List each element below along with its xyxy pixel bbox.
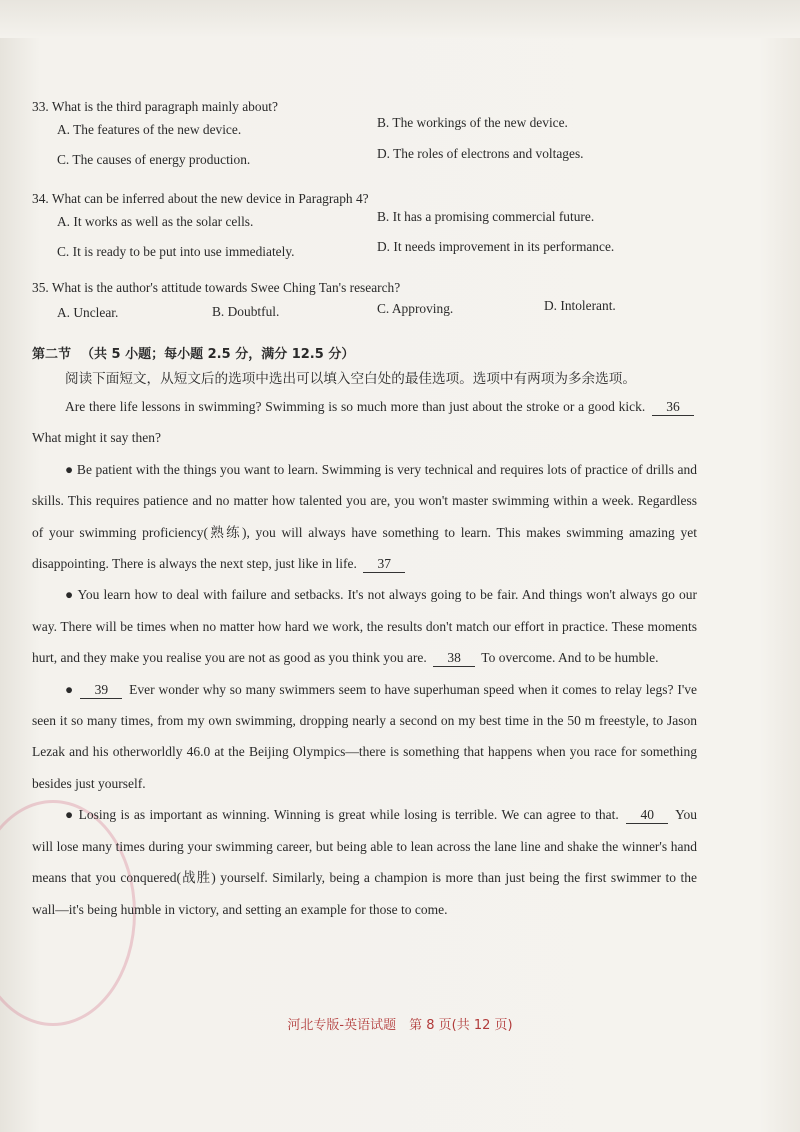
question-stem: 33. What is the third paragraph mainly about? bbox=[32, 99, 278, 114]
option-a[interactable]: A. The features of the new device. bbox=[57, 122, 242, 137]
option-c[interactable]: C. Approving. bbox=[377, 301, 454, 316]
question-35 bbox=[32, 279, 697, 327]
paragraph-text: You will lose many times during your swimming career, but being able to lean across the lane line and shake the winner's hand means that you conquered(战胜) yourself. Similarly, being a champion is more than just being the first swimmer to the wall—it's being humble in victory, and setting an example for those to come. bbox=[32, 807, 697, 917]
question-34 bbox=[32, 190, 697, 268]
option-row bbox=[32, 116, 697, 146]
option-a[interactable]: A. Unclear. bbox=[57, 305, 119, 320]
paragraph-failure bbox=[32, 579, 697, 673]
option-d[interactable]: D. It needs improvement in its performance. bbox=[377, 239, 615, 254]
option-d[interactable]: D. Intolerant. bbox=[544, 298, 616, 313]
paragraph-patience bbox=[32, 454, 697, 580]
option-row bbox=[32, 238, 697, 268]
option-d[interactable]: D. The roles of electrons and voltages. bbox=[377, 146, 584, 161]
question-stem: 35. What is the author's attitude towards Swee Ching Tan's research? bbox=[32, 280, 401, 295]
section-score: （共 5 小题；每小题 2.5 分，满分 12.5 分） bbox=[81, 347, 355, 362]
option-b[interactable]: B. It has a promising commercial future. bbox=[377, 209, 595, 224]
passage bbox=[32, 391, 697, 925]
paragraph-text: Ever wonder why so many swimmers seem to have superhuman speed when it comes to relay legs? I've seen it so many times, from my own swimming, dropping nearly a second on my best time in the 50 m freestyle, to Jason Lezak and his otherworldly 46.0 at the Beijing Olympics—there is something that happens when you race for something besides just yourself. bbox=[32, 681, 697, 791]
paragraph-text: To overcome. And to be humble. bbox=[481, 650, 659, 666]
paragraph-text: ● You learn how to deal with failure and setbacks. It's not always going to be fair. And things won't always go our way. There will be times when no matter how hard we work, the results don't match our effort in practice. These moments hurt, and they make you realise you are not as good as you think you are. bbox=[32, 587, 697, 666]
option-c[interactable]: C. The causes of energy production. bbox=[57, 152, 251, 167]
paragraph-text: ● Losing is as important as winning. Winning is great while losing is terrible. We can agree to that. bbox=[65, 807, 619, 823]
bullet: ● bbox=[65, 681, 74, 697]
scan-edge bbox=[0, 0, 800, 38]
option-row bbox=[32, 297, 697, 327]
section-header bbox=[32, 343, 697, 363]
option-row bbox=[32, 208, 697, 238]
option-b[interactable]: B. Doubtful. bbox=[212, 304, 280, 319]
blank-37[interactable]: 37 bbox=[363, 556, 405, 573]
question-33 bbox=[32, 98, 697, 176]
paragraph-relay bbox=[32, 674, 697, 800]
section-title: 第二节 bbox=[32, 347, 72, 362]
blank-39[interactable]: 39 bbox=[80, 682, 122, 699]
section-instruction-wrap bbox=[65, 367, 705, 388]
section-instruction: 阅读下面短文，从短文后的选项中选出可以填入空白处的最佳选项。选项中有两项为多余选项。 bbox=[65, 371, 636, 387]
option-b[interactable]: B. The workings of the new device. bbox=[377, 115, 568, 130]
paragraph-intro bbox=[32, 391, 697, 454]
question-stem: 34. What can be inferred about the new device in Paragraph 4? bbox=[32, 191, 369, 206]
option-c[interactable]: C. It is ready to be put into use immediately. bbox=[57, 244, 295, 259]
option-row bbox=[32, 146, 697, 176]
option-a[interactable]: A. It works as well as the solar cells. bbox=[57, 214, 254, 229]
blank-40[interactable]: 40 bbox=[626, 807, 668, 824]
paragraph-losing bbox=[32, 799, 697, 925]
paragraph-text: Are there life lessons in swimming? Swimming is so much more than just about the stroke or a good kick. bbox=[65, 399, 646, 414]
blank-38[interactable]: 38 bbox=[433, 650, 475, 667]
blank-36[interactable]: 36 bbox=[652, 399, 694, 416]
paragraph-text: What might it say then? bbox=[32, 430, 161, 446]
page-footer: 河北专版-英语试题 第 8 页(共 12 页) bbox=[287, 1018, 513, 1033]
paragraph-text: ● Be patient with the things you want to learn. Swimming is very technical and requires lots of practice of drills and skills. This requires patience and no matter how talented you are, you won't master swimming within a week. Regardless of your swimming proficiency(熟练), you will always have something to learn. This makes swimming amazing yet disappointing. There is always the next step, just like in life. bbox=[32, 461, 697, 572]
